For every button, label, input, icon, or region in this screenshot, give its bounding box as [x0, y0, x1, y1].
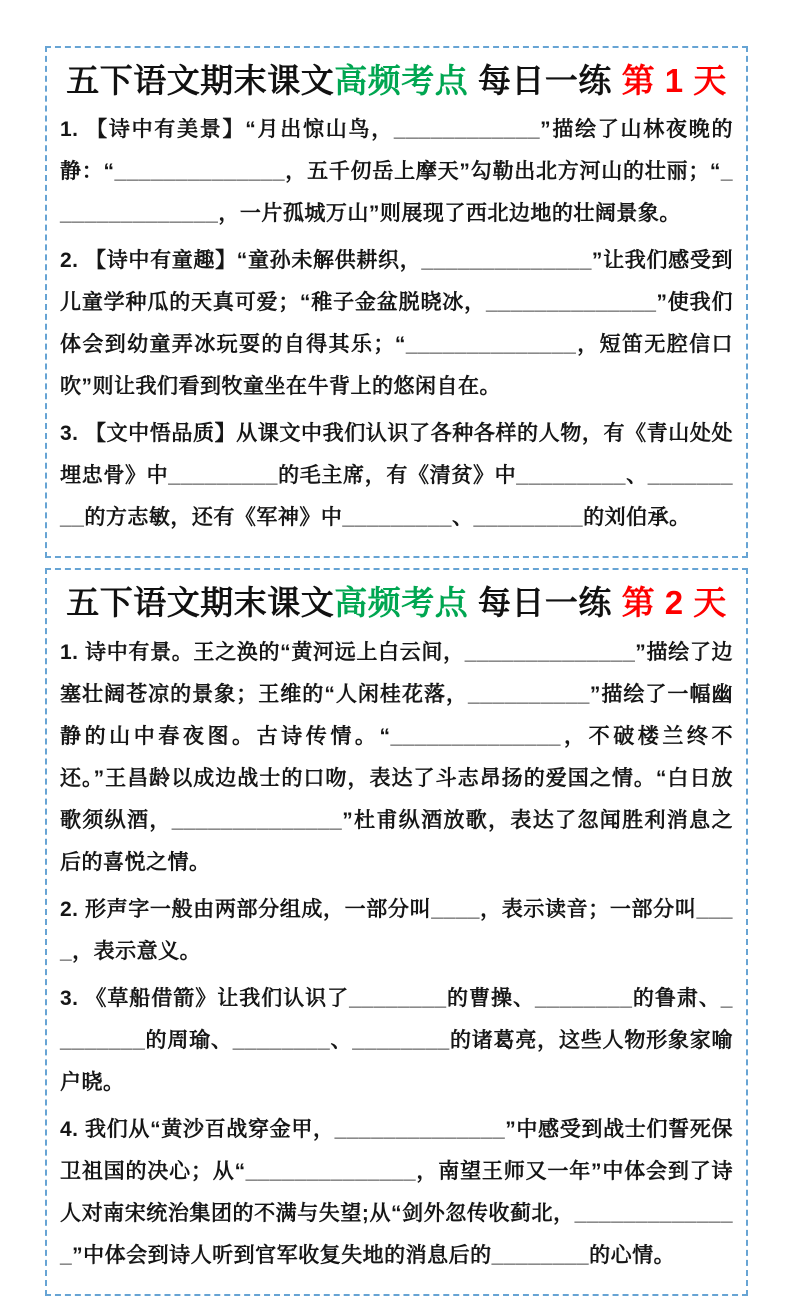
day1-question-1: 1. 【诗中有美景】“月出惊山鸟，____________”描绘了山林夜晚的静：“______________，五千仞岳上摩天”勾勒出北方河山的壮丽；“______________，一片孤城万山”则展现了西北边地的壮阔景象。 [60, 118, 733, 226]
day1-title [60, 60, 733, 101]
day2-title-day: 第 2 天 [621, 584, 727, 622]
day1-title-prefix: 五下语文期末课文 [66, 62, 335, 99]
day2-title-highlight: 高频考点 [334, 584, 469, 622]
day2-title [60, 582, 733, 623]
day2-title-middle: 每日一练 [468, 584, 622, 622]
day2-question-3: 3. 《草船借箭》让我们认识了________的曹操、________的鲁肃、________的周瑜、________、________的诸葛亮，这些人物形象家喻户晓。 [60, 986, 733, 1094]
day1-title-highlight: 高频考点 [334, 62, 469, 99]
day2-question-2: 2. 形声字一般由两部分组成，一部分叫____，表示读音；一部分叫____，表示意义。 [60, 897, 733, 963]
day2-title-prefix: 五下语文期末课文 [66, 584, 335, 622]
day1-question-2: 2. 【诗中有童趣】“童孙未解供耕织，______________”让我们感受到儿童学种瓜的天真可爱；“稚子金盆脱晓冰，______________”使我们体会到幼童弄冰玩耍的自得其乐；“______________，短笛无腔信口吹”则让我们看到牧童坐在牛背上的悠闲自在。 [60, 249, 733, 399]
day2-question-4: 4. 我们从“黄沙百战穿金甲，______________”中感受到战士们誓死保卫祖国的决心；从“______________，南望王师又一年”中体会到了诗人对南宋统治集团的不满与失望;从“剑外忽传收蓟北，______________”中体会到诗人听到官军收复失地的消息后的________的心情。 [60, 1117, 733, 1267]
day2-card [45, 568, 748, 1295]
day1-card [45, 46, 748, 558]
day1-question-3: 3. 【文中悟品质】从课文中我们认识了各种各样的人物，有《青山处处埋忠骨》中_________的毛主席，有《清贫》中_________、_________的方志敏，还有《军神》中_________、_________的刘伯承。 [60, 422, 733, 530]
day1-title-middle: 每日一练 [468, 62, 622, 99]
day2-question-1: 1. 诗中有景。王之涣的“黄河远上白云间，______________”描绘了边塞壮阔苍凉的景象；王维的“人闲桂花落，__________”描绘了一幅幽静的山中春夜图。古诗传情。“______________，不破楼兰终不还。”王昌龄以成边战士的口吻，表达了斗志昂扬的爱国之情。“白日放歌须纵酒，______________”杜甫纵酒放歌，表达了忽闻胜利消息之后的喜悦之情。 [60, 640, 733, 874]
day1-title-day: 第 1 天 [621, 62, 727, 99]
